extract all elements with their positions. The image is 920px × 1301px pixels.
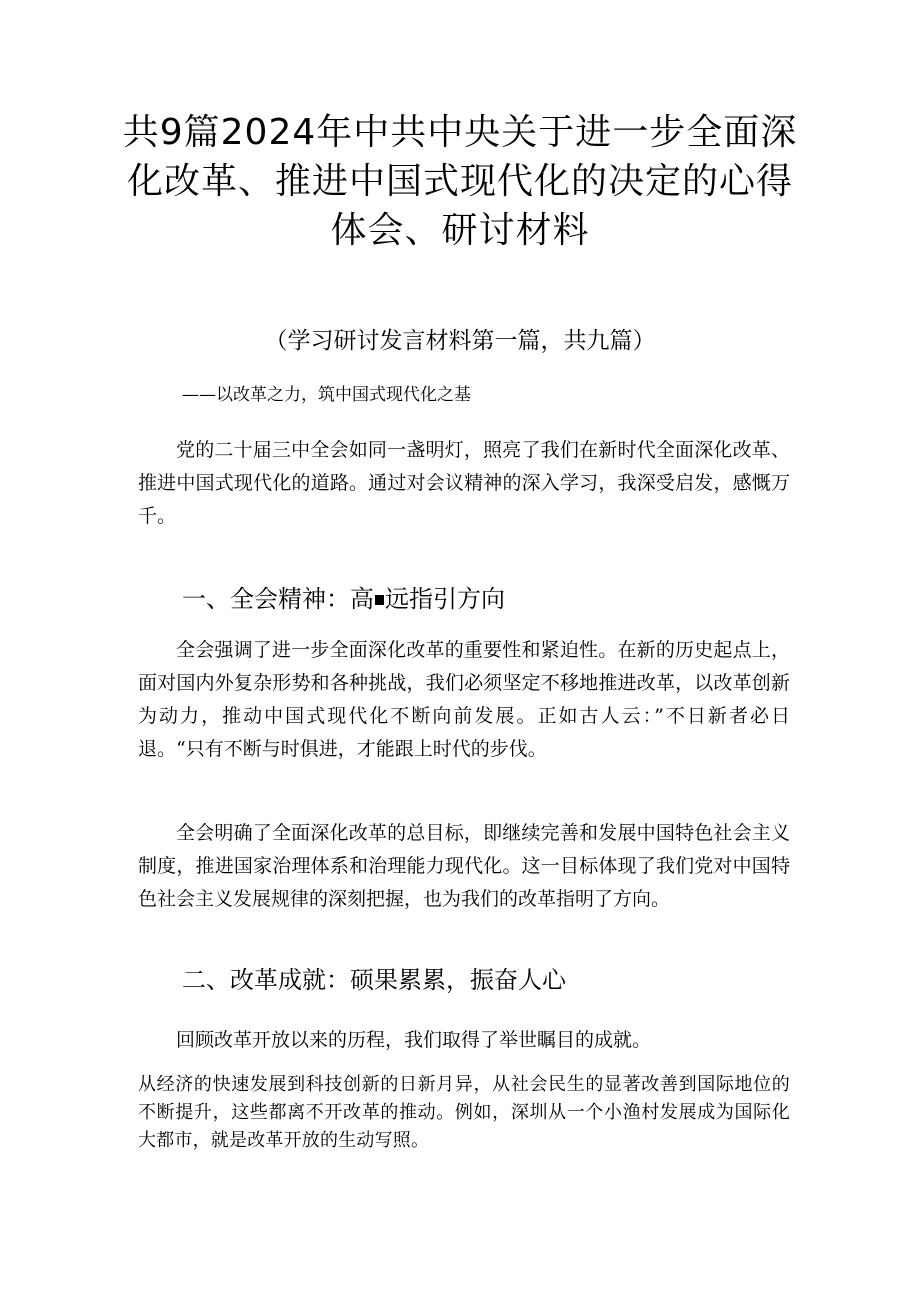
document-subtitle: （学习研讨发言材料第一篇，共九篇）: [264, 328, 656, 354]
section2-paragraph2: 从经济的快速发展到科技创新的日新月异，从社会民生的显著改善到国际地位的不断提升，这些都离不开改革的推动。例如，深圳从一个小渔村发展成为国际化大都市，就是改革开放的生动写照。: [138, 1074, 790, 1151]
section2-heading: 二、改革成就：硕果累累，振奋人心: [182, 966, 566, 994]
document-title: 共9篇2024年中共中央关于进一步全面深化改革、推进中国式现代化的决定的心得体会、研讨材料: [122, 112, 798, 251]
section1-heading-part1: 一、全会精神：高: [182, 585, 374, 613]
section2-paragraph1: 回顾改革开放以来的历程，我们取得了举世瞩目的成就。: [176, 1029, 652, 1051]
missing-glyph-box: [375, 595, 384, 605]
section1-heading-part2: 远指引方向: [385, 585, 505, 613]
section1-paragraph1: 全会强调了进一步全面深化改革的重要性和紧迫性。在新的历史起点上，面对国内外复杂形势和各种挑战，我们必须坚定不移地推进改革，以改革创新为动力，推动中国式现代化不断向前发展。正如古人云：”不日新者必日退。“只有不断与时俱进，才能跟上时代的步伐。: [138, 639, 790, 760]
section1-paragraph2: 全会明确了全面深化改革的总目标，即继续完善和发展中国特色社会主义制度，推进国家治理体系和治理能力现代化。这一目标体现了我们党对中国特色社会主义发展规律的深刻把握，也为我们的改革指明了方向。: [138, 822, 790, 910]
section1-heading: [182, 583, 505, 615]
theme-line: ——以改革之力，筑中国式现代化之基: [182, 385, 471, 405]
intro-paragraph: 党的二十届三中全会如同一盏明灯，照亮了我们在新时代全面深化改革、推进中国式现代化的道路。通过对会议精神的深入学习，我深受启发，感慨万千。: [138, 439, 790, 527]
